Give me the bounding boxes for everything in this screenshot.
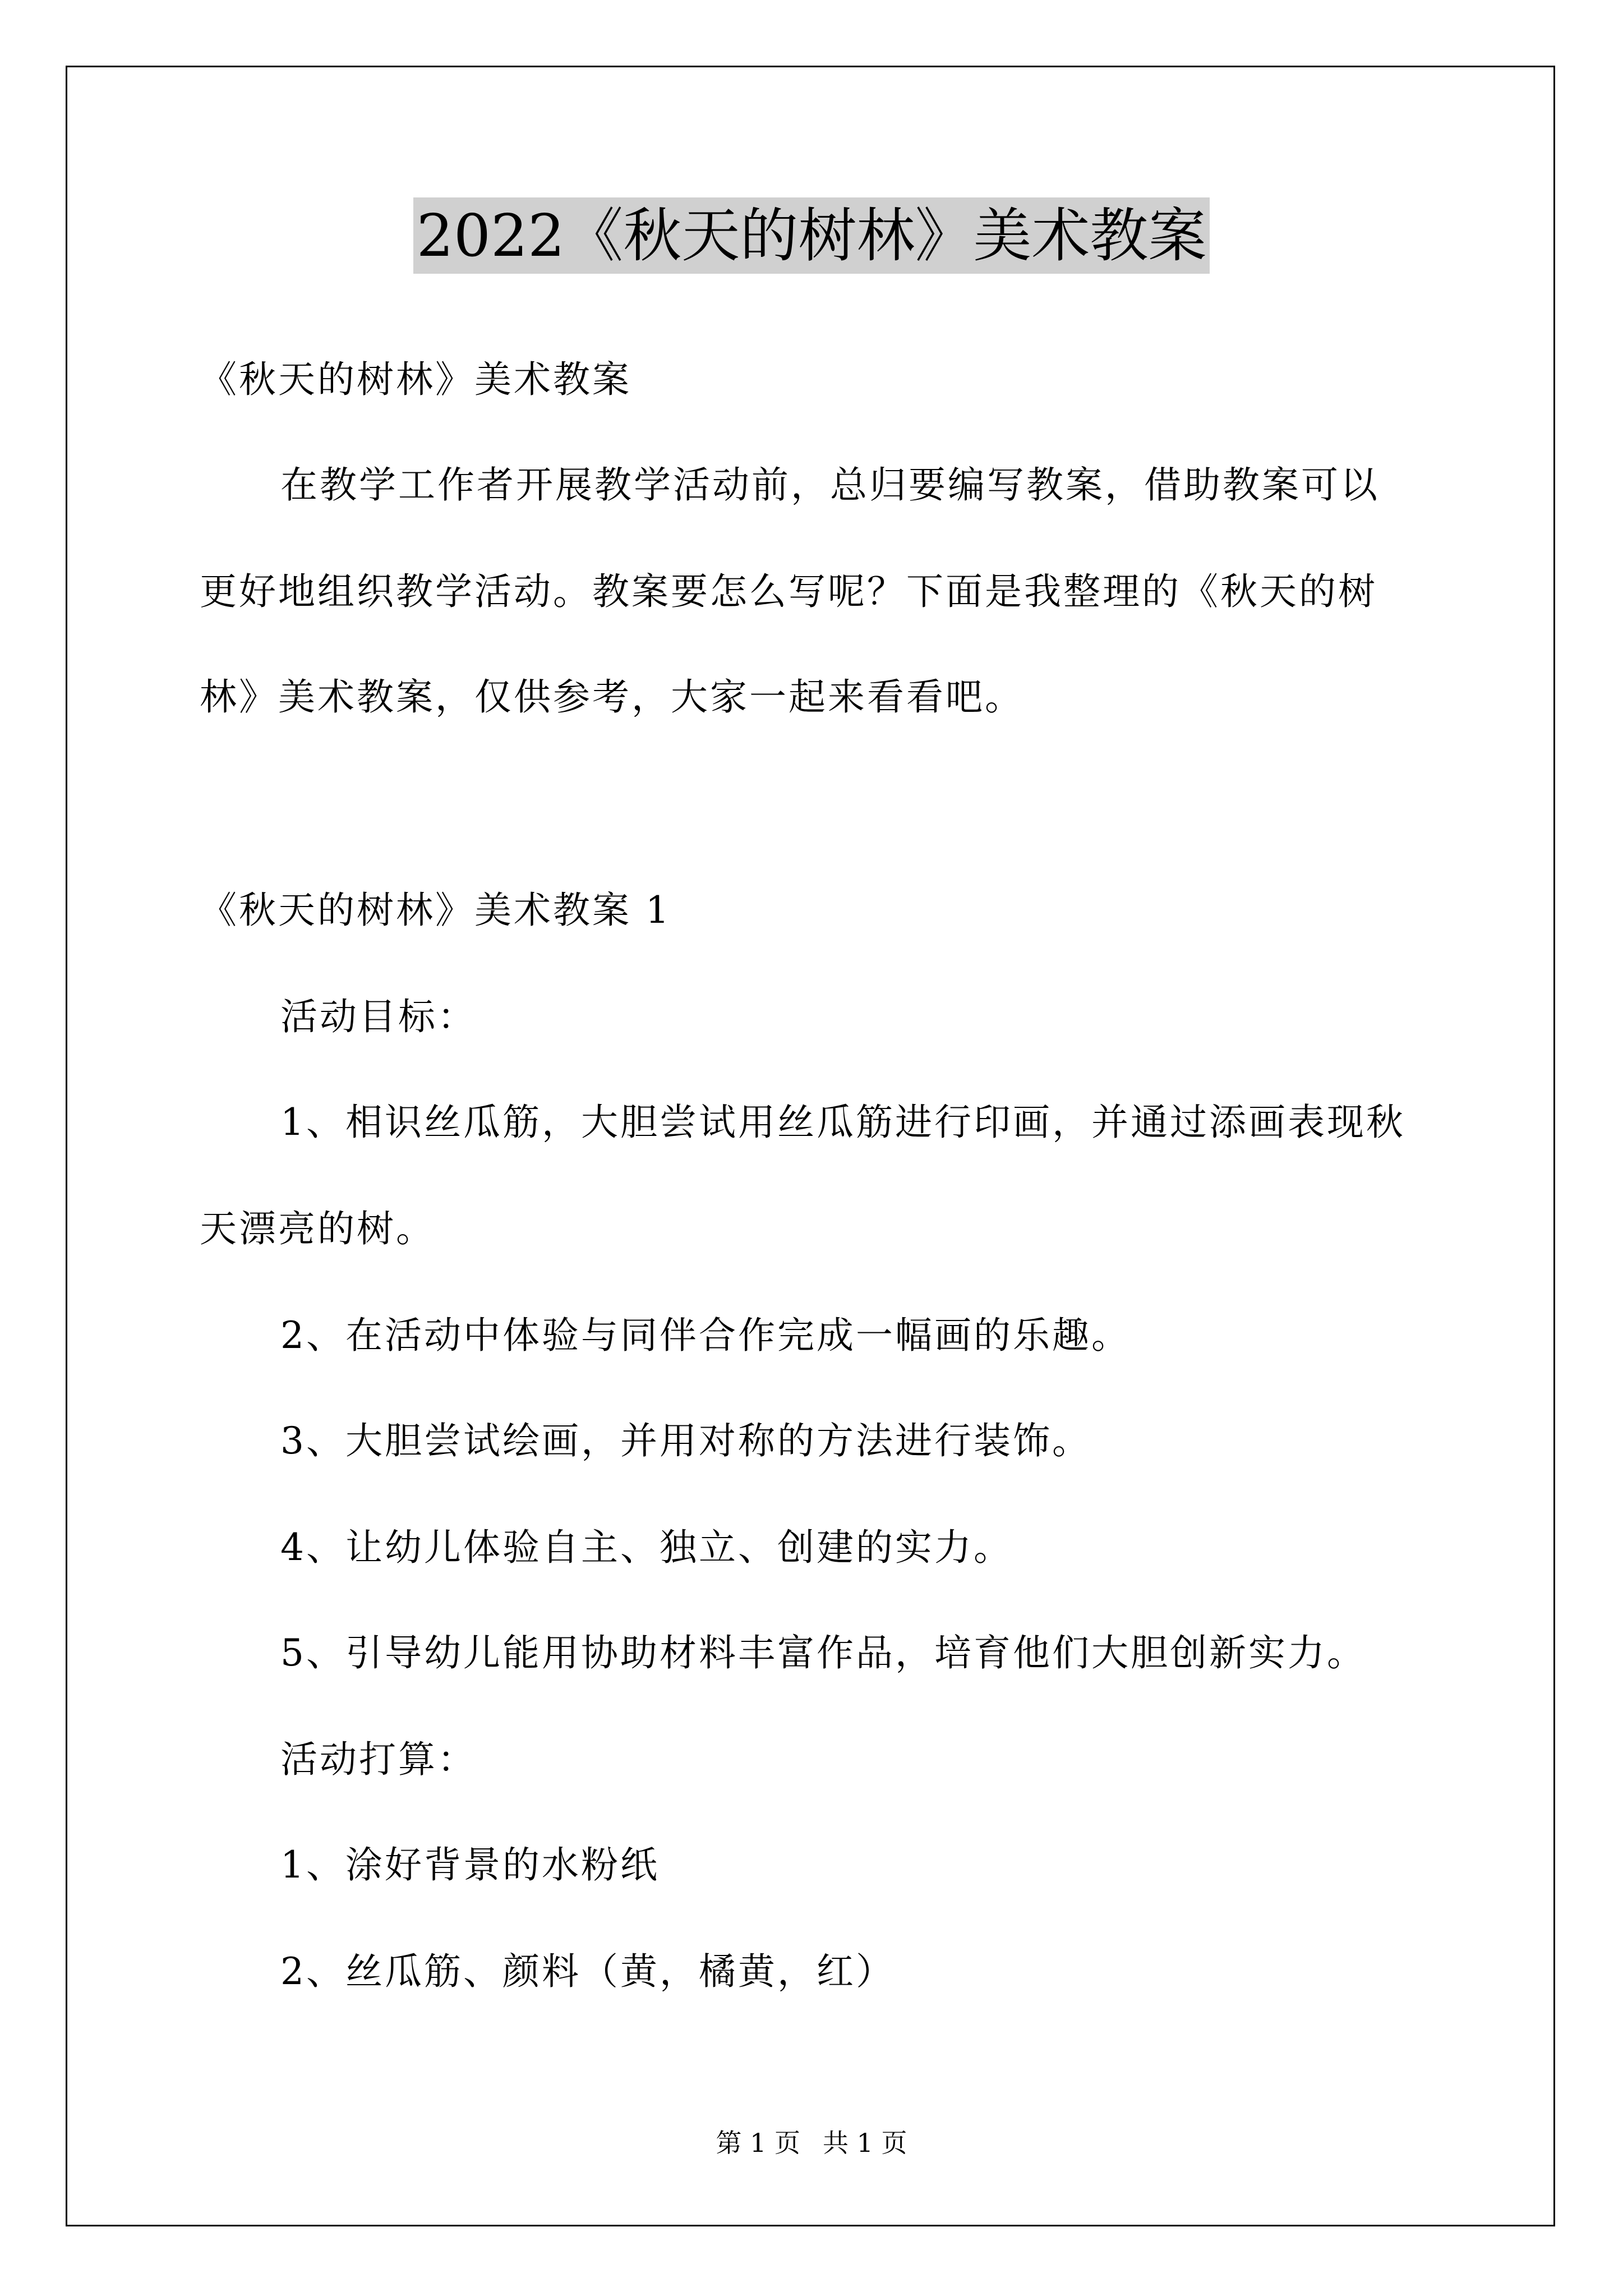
goal-2: 2、在活动中体验与同伴合作完成一幅画的乐趣。 (280, 1314, 1131, 1357)
title-container (0, 197, 1623, 274)
prep-item-2: 2、丝瓜筋、颜料（黄，橘黄，红） (280, 1950, 895, 1993)
document-title: 2022《秋天的树林》美术教案 (413, 197, 1210, 274)
intro-line-1: 在教学工作者开展教学活动前，总归要编写教案，借助教案可以 (280, 463, 1380, 507)
goal-4: 4、让幼儿体验自主、独立、创建的实力。 (280, 1526, 1013, 1569)
intro-line-2: 更好地组织教学活动。教案要怎么写呢？下面是我整理的《秋天的树 (200, 570, 1377, 613)
prep-item-1: 1、涂好背景的水粉纸 (280, 1843, 660, 1887)
page-current: 第 1 页 (716, 2128, 800, 2158)
page-total: 共 1 页 (823, 2128, 907, 2158)
goal-5: 5、引导幼儿能用协助材料丰富作品，培育他们大胆创新实力。 (280, 1631, 1366, 1674)
page-footer (0, 2126, 1623, 2160)
goal-1-line-1: 1、相识丝瓜筋，大胆尝试用丝瓜筋进行印画，并通过添画表现秋 (280, 1101, 1405, 1144)
goals-heading: 活动目标： (280, 995, 477, 1038)
goal-1-line-2: 天漂亮的树。 (200, 1207, 435, 1250)
section-heading: 《秋天的树林》美术教案 1 (200, 889, 671, 932)
goal-3: 3、大胆尝试绘画，并用对称的方法进行装饰。 (280, 1419, 1091, 1462)
document-subtitle: 《秋天的树林》美术教案 (200, 358, 631, 401)
intro-line-3: 林》美术教案，仅供参考，大家一起来看看吧。 (200, 675, 1024, 719)
prep-heading: 活动打算： (280, 1738, 477, 1781)
